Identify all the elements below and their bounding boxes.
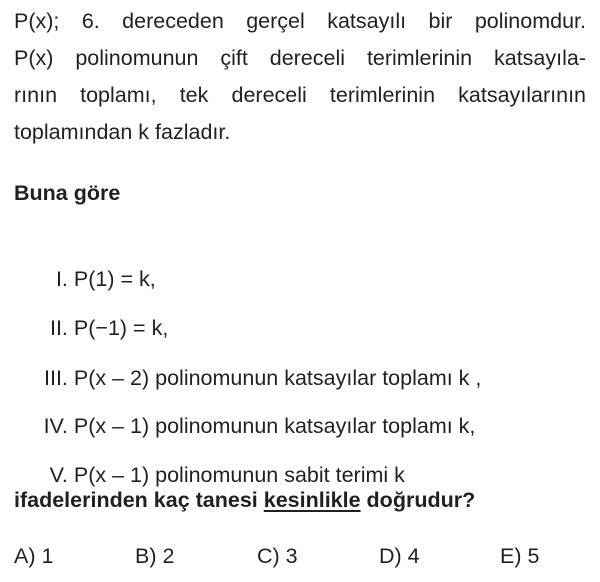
prompt-text: Buna göre	[14, 181, 121, 205]
statement-roman: V.	[49, 463, 68, 487]
option-a[interactable]: A) 1	[14, 544, 54, 568]
option-e[interactable]: E) 5	[500, 544, 540, 568]
intro-line-1: P(x); 6. dereceden gerçel katsayılı bir polinomdur.	[14, 9, 586, 33]
statement-text: P(1) = k,	[73, 267, 156, 291]
ask-emphasis: kesinlikle	[263, 488, 361, 512]
statement-text: P(x – 1) polinomunun sabit terimi k	[73, 463, 405, 487]
question-ask	[14, 487, 475, 513]
option-d[interactable]: D) 4	[379, 544, 420, 568]
statement-roman: III.	[44, 366, 68, 390]
statement-text: P(−1) = k,	[73, 316, 169, 340]
option-b[interactable]: B) 2	[135, 544, 175, 568]
statement-roman: II.	[49, 316, 68, 340]
statement-text: P(x – 1) polinomunun katsayılar toplamı k,	[73, 414, 476, 438]
ask-post: doğrudur?	[360, 488, 476, 512]
intro-line-4: toplamından k fazladır.	[14, 120, 231, 144]
ask-pre: ifadelerinden kaç tanesi	[14, 488, 264, 512]
statement-roman: I.	[55, 267, 68, 291]
statement-roman: IV.	[43, 414, 68, 438]
statement-text: P(x – 2) polinomunun katsayılar toplamı k ,	[73, 366, 482, 390]
intro-line-2: P(x) polinomunun çift dereceli terimlerinin katsayıla-	[14, 46, 586, 70]
intro-line-3: rının toplamı, tek dereceli terimlerinin katsayılarının	[14, 83, 586, 107]
option-c[interactable]: C) 3	[257, 544, 298, 568]
